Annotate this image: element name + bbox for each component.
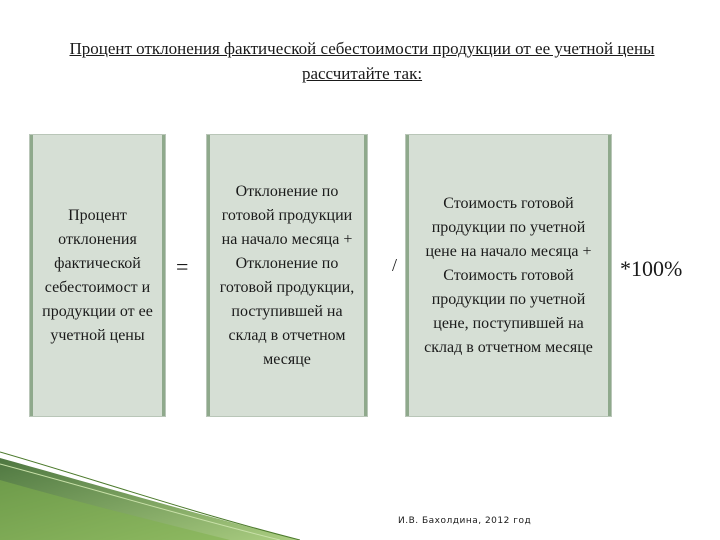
result-box-text: Процент отклонения фактической себестоимост и продукции от ее учетной цены	[42, 206, 153, 344]
multiplier-label: *100%	[620, 256, 683, 281]
divide-sign: /	[392, 255, 398, 275]
author-credit: И.В. Бахолдина, 2012 год	[398, 516, 532, 526]
equals-sign: =	[176, 254, 189, 279]
result-box	[29, 134, 166, 417]
denominator-text: Стоимость готовой продукции по учетной цене на начало месяца + Стоимость готовой продукции по учетной цене, поступившей на склад в отчетном месяце	[424, 194, 593, 356]
green-wave-decoration	[0, 440, 300, 540]
numerator-box	[206, 134, 368, 417]
denominator-box	[405, 134, 612, 417]
slide-title: Процент отклонения фактической себестоимости продукции от ее учетной цены рассчитайте так:	[69, 39, 655, 83]
numerator-text: Отклонение по готовой продукции на начало месяца + Отклонение по готовой продукции, поступившей на склад в отчетном месяце	[219, 182, 355, 368]
